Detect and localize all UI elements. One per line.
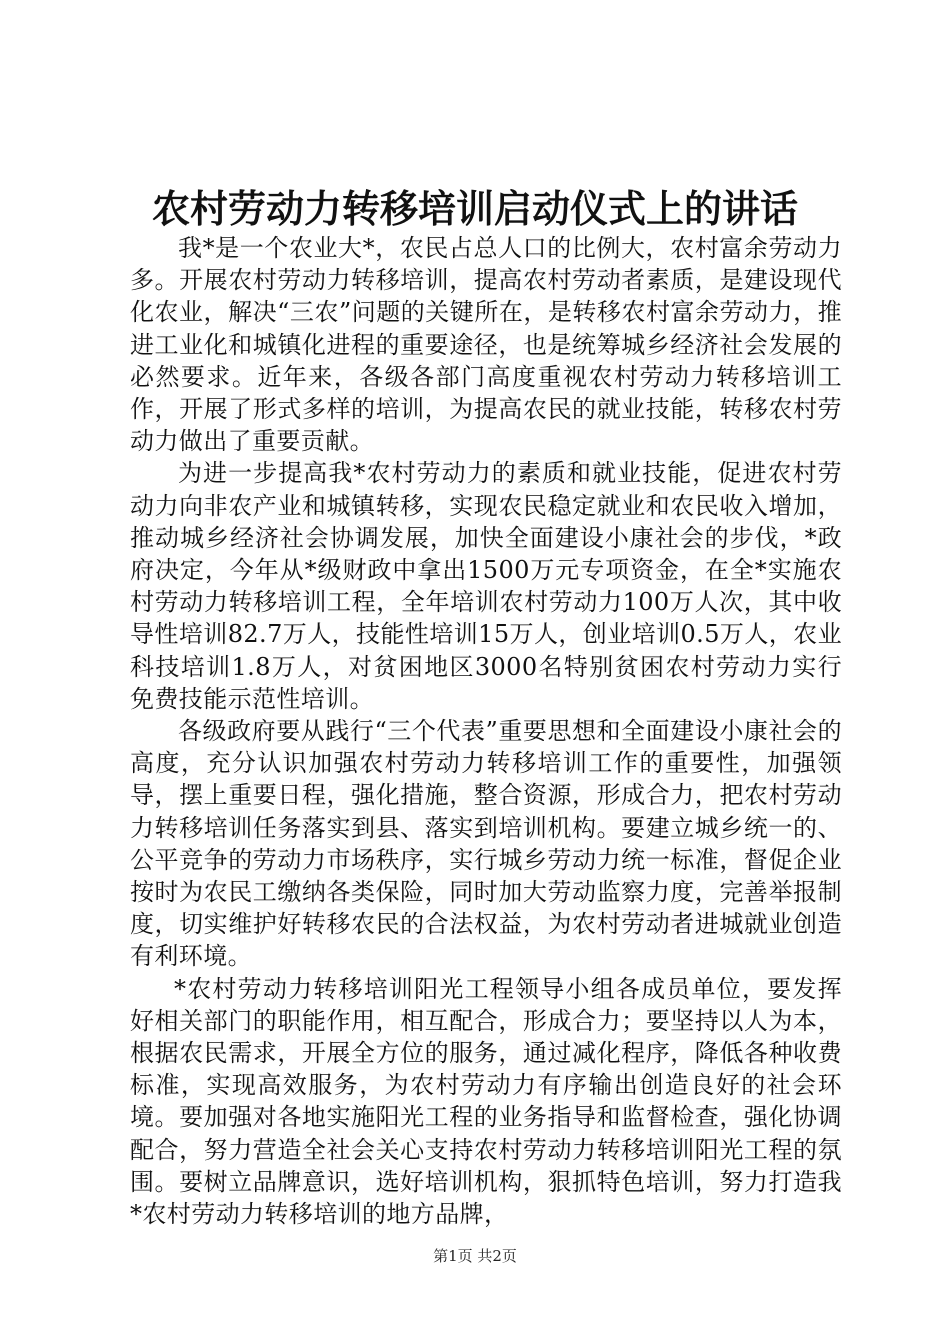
page-footer: 第1页 共2页 — [433, 1247, 517, 1265]
document-body — [130, 232, 842, 1230]
paragraph-3: 各级政府要从践行“三个代表”重要思想和全面建设小康社会的高度，充分认识加强农村劳动力转移培训工作的重要性，加强领导，摆上重要日程，强化措施，整合资源，形成合力，把农村劳动力转移培训任务落实到县、落实到培训机构。要建立城乡统一的、公平竞争的劳动力市场秩序，实行城乡劳动力统一标准，督促企业按时为农民工缴纳各类保险，同时加大劳动监察力度，完善举报制度，切实维护好转移农民的合法权益，为农村劳动者进城就业创造有利环境。 — [130, 717, 842, 971]
paragraph-4: *农村劳动力转移培训阳光工程领导小组各成员单位，要发挥好相关部门的职能作用，相互配合，形成合力；要坚持以人为本，根据农民需求，开展全方位的服务，通过减化程序，降低各种收费标准，实现高效服务，为农村劳动力有序输出创造良好的社会环境。要加强对各地实施阳光工程的业务指导和监督检查，强化协调配合，努力营造全社会关心支持农村劳动力转移培训阳光工程的氛围。要树立品牌意识，选好培训机构，狠抓特色培训，努力打造我*农村劳动力转移培训的地方品牌， — [130, 974, 842, 1229]
document-title: 农村劳动力转移培训启动仪式上的讲话 — [151, 187, 798, 231]
paragraph-1: 我*是一个农业大*，农民占总人口的比例大，农村富余劳动力多。开展农村劳动力转移培训，提高农村劳动者素质，是建设现代化农业，解决“三农”问题的关键所在，是转移农村富余劳动力，推进工业化和城镇化进程的重要途径，也是统筹城乡经济社会发展的必然要求。近年来，各级各部门高度重视农村劳动力转移培训工作，开展了形式多样的培训，为提高农民的就业技能，转移农村劳动力做出了重要贡献。 — [130, 234, 842, 456]
paragraph-2: 为进一步提高我*农村劳动力的素质和就业技能，促进农村劳动力向非农产业和城镇转移，实现农民稳定就业和农民收入增加，推动城乡经济社会协调发展，加快全面建设小康社会的步伐，*政府决定，今年从*级财政中拿出1500万元专项资金，在全*实施农村劳动力转移培训工程，全年培训农村劳动力100万人次，其中收导性培训82.7万人，技能性培训15万人，创业培训0.5万人，农业科技培训1.8万人，对贫困地区3000名特别贫困农村劳动力实行免费技能示范性培训。 — [130, 459, 842, 713]
